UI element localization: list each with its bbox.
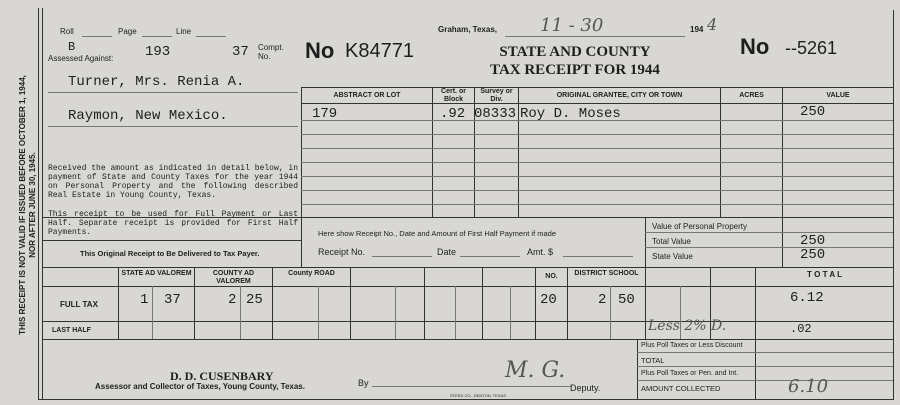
full-tax-label: FULL TAX (60, 300, 98, 309)
abstract-value: 179 (312, 106, 338, 122)
state-cents: 37 (164, 292, 181, 308)
line-label: Line (176, 27, 192, 36)
first-half-receipt-label: Receipt No. (318, 247, 366, 257)
title-line-2: TAX RECEIPT FOR 1944 (490, 62, 660, 78)
discount-amount: .02 (790, 322, 812, 336)
left-margin-rule-2 (42, 8, 43, 400)
district-whole: 2 (598, 292, 607, 308)
date-handwritten: 11 - 30 (540, 15, 604, 36)
receipt-number: K84771 (345, 40, 414, 62)
state-value-label: State Value (652, 252, 693, 261)
last-half-label: LAST HALF (52, 327, 91, 334)
district-number: 20 (540, 292, 557, 308)
deputy-initials: M. G. (505, 358, 566, 383)
discount-note: Less 2% D. (648, 318, 727, 334)
taxpayer-address: Raymon, New Mexico. (68, 108, 228, 124)
cert-value: .92 (440, 106, 466, 122)
assessed-letter: B (68, 40, 76, 54)
title-line-1: STATE AND COUNTY (499, 44, 651, 60)
page-label: Page (118, 27, 137, 36)
receipt-no-label: No (305, 38, 335, 63)
collector-title: Assessor and Collector of Taxes, Young County, Texas. (95, 382, 305, 391)
roll-label: Roll (60, 27, 74, 36)
receipt-notice: Received the amount as indicated in detail below, in payment of State and County Taxes for the year 1944 on Personal Property and the following described Real Estate in Young County, Texas. (48, 164, 298, 200)
personal-property-label: Value of Personal Property (652, 222, 748, 231)
property-value: 250 (800, 104, 826, 120)
location: Graham, Texas, (438, 25, 497, 34)
year-handwritten: 4 (707, 15, 718, 34)
survey-value: 08333 (474, 106, 517, 122)
col-grantee-header: ORIGINAL GRANTEE, CITY OR TOWN (556, 92, 683, 99)
printer-mark: STEED CO., DENTON, TEXAS (450, 393, 506, 398)
total-value: 250 (800, 233, 826, 249)
county-cents: 25 (246, 292, 263, 308)
district-school-header: DISTRICT SCHOOL (574, 270, 639, 277)
year-prefix: 194 (690, 25, 704, 34)
total-value-label: Total Value (652, 237, 691, 246)
first-half-date-label: Date (437, 247, 457, 257)
deputy-label: Deputy. (570, 383, 601, 393)
grantee-value: Roy D. Moses (520, 106, 621, 122)
taxpayer-name: Turner, Mrs. Renia A. (68, 74, 245, 90)
left-margin-rule (38, 8, 39, 400)
col-cert-header: Cert. or Block (441, 88, 466, 103)
side-validity-text-2: NOR AFTER JUNE 30, 1945. (28, 152, 37, 258)
assessed-number-2: 37 (232, 44, 249, 60)
footer-total-label: TOTAL (641, 356, 665, 365)
bottom-border (38, 399, 894, 400)
full-total: 6.12 (790, 290, 824, 306)
compt-label: Compt. No. (258, 43, 284, 61)
right-border (893, 10, 894, 400)
county-ad-valorem-header: COUNTY AD VALOREM (212, 270, 255, 285)
assessed-label: Assessed Against: (48, 54, 114, 63)
side-validity-text: THIS RECEIPT IS NOT VALID IF ISSUED BEFORE OCTOBER 1, 1944, (18, 75, 27, 335)
first-half-instruction: Here show Receipt No., Date and Amount of First Half Payment if made (318, 229, 557, 238)
by-label: By (358, 378, 369, 388)
county-whole: 2 (228, 292, 237, 308)
col-abstract-header: ABSTRACT OR LOT (333, 92, 401, 99)
col-survey-header: Survey or Div. (480, 88, 513, 103)
amount-collected-label: AMOUNT COLLECTED (641, 384, 721, 393)
state-whole: 1 (140, 292, 149, 308)
state-ad-valorem-header: STATE AD VALOREM (121, 270, 192, 277)
first-half-amount-label: Amt. $ (527, 247, 554, 257)
total-header: T O T A L (807, 270, 842, 279)
col-value-header: VALUE (826, 92, 850, 99)
district-cents: 50 (618, 292, 635, 308)
state-value: 250 (800, 247, 826, 263)
amount-collected-value: 6.10 (788, 376, 829, 397)
pen-int-label: Plus Poll Taxes or Pen. and Int. (641, 370, 739, 377)
no-header: NO. (545, 273, 558, 280)
collector-name: D. D. CUSENBARY (170, 369, 274, 383)
second-receipt-number: --5261 (785, 38, 838, 58)
county-road-header: County ROAD (288, 270, 335, 277)
assessed-number-1: 193 (145, 44, 171, 60)
second-no-label: No (740, 34, 770, 59)
poll-discount-label: Plus Poll Taxes or Less Discount (641, 342, 743, 349)
receipt-notice-2: This receipt to be used for Full Payment or Last Half. Separate receipt is provided for First Half Payments. (48, 210, 298, 237)
col-acres-header: ACRES (739, 92, 764, 99)
original-note: This Original Receipt to Be Delivered to Tax Payer. (80, 249, 260, 258)
